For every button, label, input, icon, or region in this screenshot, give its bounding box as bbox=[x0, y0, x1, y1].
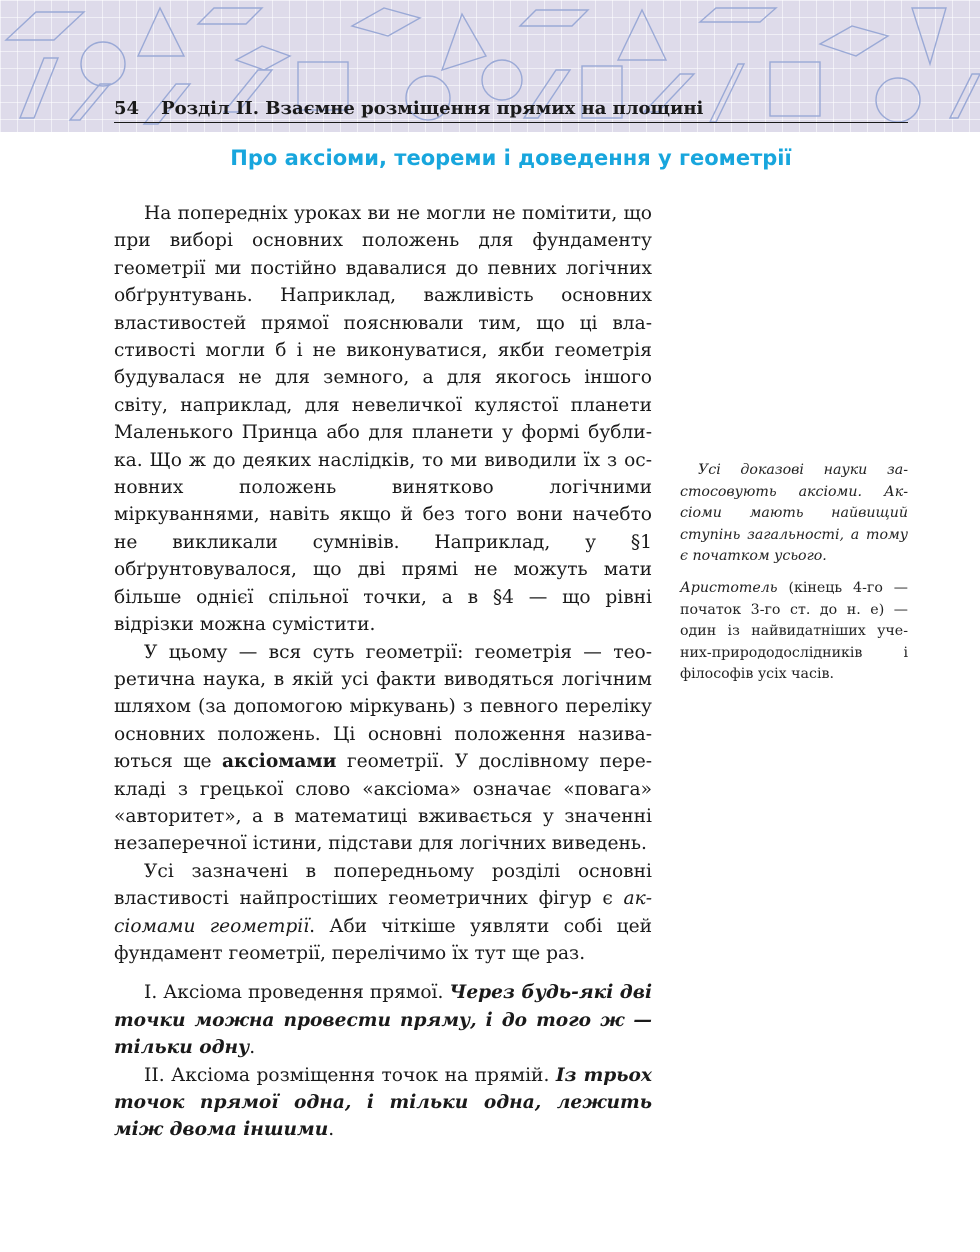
parallelogram-shape bbox=[70, 84, 110, 120]
rhombus-shape bbox=[820, 26, 888, 56]
header-decoration-band bbox=[0, 0, 980, 132]
axiom-1 bbox=[114, 979, 652, 1061]
paragraph-3-text-a: Усі зазначені в попередньому розділі основні властивості найпростіших геометричних фігур є bbox=[114, 860, 652, 910]
paragraph-2-text-b: геометрії. У дослівному перекладі з грецької слово «аксіома» означає «повага» «авторитет», а в математиці вживається у значенні незаперечної істини, підстави для логічних виведень. bbox=[114, 751, 652, 855]
parallelogram-shape bbox=[950, 74, 980, 118]
axiom-1-end: . bbox=[249, 1037, 256, 1059]
author-info: (кінець 4-го — початок 3-го ст. до н. е) — один із найвидатніших учених-природодослідників і філософів усіх часів. bbox=[680, 579, 908, 683]
term-geometry-axioms: аксіомами геометрії bbox=[114, 888, 652, 937]
section-title: Про аксіоми, теореми і доведення у геометрії bbox=[230, 146, 792, 170]
axiom-2-end: . bbox=[328, 1119, 335, 1141]
sidebar-quote-box bbox=[680, 460, 908, 686]
main-text-column bbox=[114, 200, 652, 1144]
triangle-shape bbox=[138, 8, 184, 56]
quote-attribution bbox=[680, 578, 908, 686]
axiom-1-statement: Через будь-які дві точки можна провести пряму, і до того ж — тільки одну bbox=[114, 982, 653, 1059]
triangle-shape bbox=[618, 10, 666, 60]
rhombus-shape bbox=[236, 46, 290, 70]
paragraph-2 bbox=[114, 639, 652, 858]
paragraph-3-text-b: . Аби чіткіше уявляти собі цей фундамент геометрії, перелічимо їх тут ще раз. bbox=[114, 915, 652, 964]
parallelogram-shape bbox=[198, 8, 262, 24]
circle-shape bbox=[81, 42, 125, 86]
axiom-2 bbox=[114, 1062, 652, 1144]
chapter-title: Розділ ІІ. Взаємне розміщення прямих на площині bbox=[161, 98, 704, 119]
axiom-1-label: І. Аксіома проведення прямої. bbox=[144, 982, 450, 1004]
triangle-shape bbox=[442, 14, 486, 70]
page-number: 54 bbox=[114, 98, 140, 119]
rhombus-shape bbox=[352, 8, 420, 36]
parallelogram-shape bbox=[700, 8, 776, 22]
axiom-2-label: ІІ. Аксіома розміщення точок на прямій. bbox=[144, 1064, 556, 1086]
triangle-shape bbox=[912, 8, 946, 64]
circle-shape bbox=[482, 60, 522, 100]
parallelogram-shape bbox=[20, 58, 58, 118]
parallelogram-shape bbox=[520, 10, 588, 26]
parallelogram-shape bbox=[6, 12, 84, 40]
quote-author: Аристотель bbox=[680, 579, 778, 596]
paragraph-3 bbox=[114, 858, 652, 968]
term-axioms: аксіомами bbox=[221, 751, 337, 773]
aristotle-quote: Усі доказові науки застосовують аксіоми. Аксіоми мають найвищий ступінь загальності, а тому є початком усього. bbox=[680, 462, 908, 565]
running-head bbox=[114, 96, 908, 123]
axiom-2-statement: Із трьох точок прямої одна, і тільки одна, лежить між двома іншими bbox=[114, 1064, 652, 1141]
paragraph-1: На попередніх уроках ви не могли не помітити, що при виборі основних положень для фундаменту геометрії ми постійно вдавалися до певних логічних обґрунтувань. Наприклад, важливість основних властивостей прямої пояснювали тим, що ці властивості могли б і не виконуватися, якби геометрія будувалася не для земного, а для якогось іншого світу, наприклад, для невеличкої кулястої планети Маленького Принца або для планети у формі бублика. Що ж до деяких наслідків, то ми виводили їх з основних положень винятково логічними міркуваннями, навіть якщо й без того вони начебто не викликали сумнівів. Наприклад, у §1 обґрунтовувалося, що дві прямі не можуть мати більше однієї спільної точки, а в §4 — що рівні відрізки можна сумістити. bbox=[114, 203, 652, 636]
paragraph-2-text-a: У цьому — вся суть геометрії: геометрія — теоретична наука, в якій усі факти виводяться логічним шляхом (за допомогою міркувань) з певного переліку основних положень. Ці основні положення називаються ще bbox=[114, 641, 652, 773]
